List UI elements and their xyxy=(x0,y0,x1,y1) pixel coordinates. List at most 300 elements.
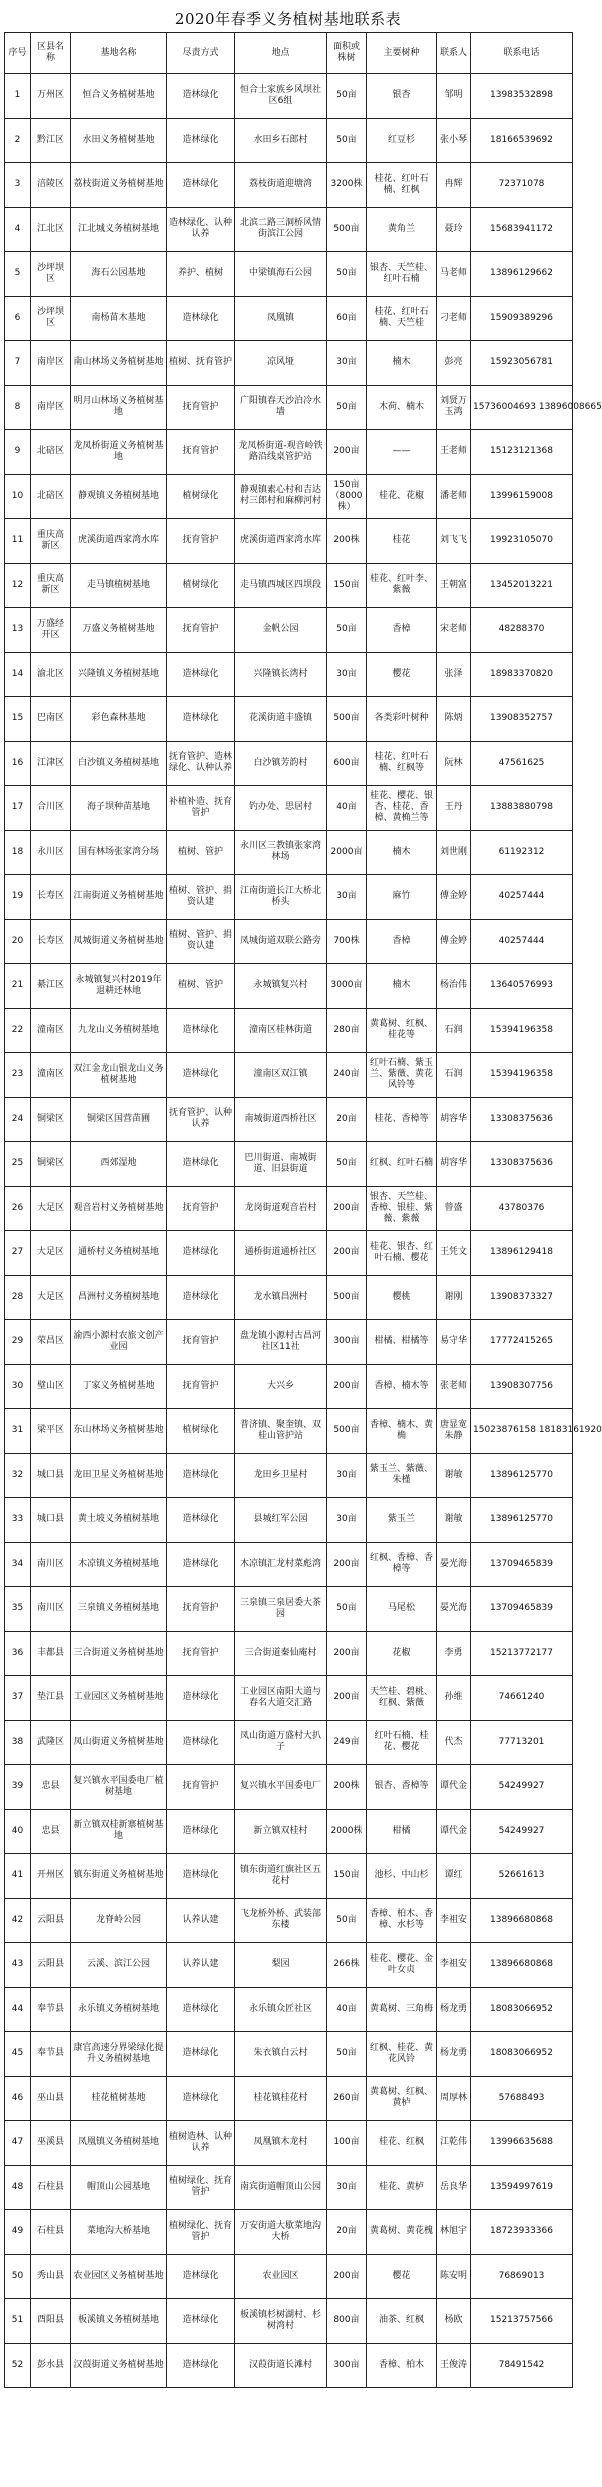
cell-base-name: 昌洲村义务植树基地 xyxy=(71,1275,167,1320)
cell-method: 造林绿化 xyxy=(167,697,235,742)
cell-seq: 28 xyxy=(5,1275,31,1320)
table-row xyxy=(5,118,573,163)
header-district: 区县名称 xyxy=(31,33,71,74)
cell-phone: 15213772177 xyxy=(471,1631,573,1676)
cell-contact: 谢敏 xyxy=(437,1453,471,1498)
cell-location: 新立镇双桂村 xyxy=(235,1809,327,1854)
cell-district: 永川区 xyxy=(31,830,71,875)
cell-contact: 王老师 xyxy=(437,430,471,475)
cell-area: 266株 xyxy=(327,1943,367,1988)
cell-area: 300亩 xyxy=(327,1320,367,1365)
cell-method: 抚育管护 xyxy=(167,519,235,564)
cell-area: 200亩 xyxy=(327,1364,367,1409)
cell-district: 忠县 xyxy=(31,1809,71,1854)
cell-species: 红叶石楠、桂花、樱花 xyxy=(367,1720,437,1765)
cell-species: 香樟、柏木 xyxy=(367,2343,437,2388)
cell-district: 重庆高新区 xyxy=(31,519,71,564)
cell-species: 桂花、黄栌 xyxy=(367,2165,437,2210)
cell-area: 200亩 xyxy=(327,2254,367,2299)
cell-phone: 40257444 xyxy=(471,875,573,920)
cell-method: 植树造林、认种认养 xyxy=(167,2121,235,2166)
cell-location: 永城镇复兴村 xyxy=(235,964,327,1009)
cell-species: 桂花、香樟等 xyxy=(367,1097,437,1142)
table-row xyxy=(5,1676,573,1721)
table-row xyxy=(5,2121,573,2166)
cell-phone: 76869013 xyxy=(471,2254,573,2299)
cell-base-name: 龙脊岭公园 xyxy=(71,1898,167,1943)
cell-area: 30亩 xyxy=(327,1498,367,1543)
cell-method: 造林绿化 xyxy=(167,163,235,208)
cell-area: 50亩 xyxy=(327,252,367,297)
cell-area: 200亩 xyxy=(327,1676,367,1721)
cell-base-name: 木凉镇义务植树基地 xyxy=(71,1542,167,1587)
cell-contact: 张小琴 xyxy=(437,118,471,163)
cell-contact: 谢刚 xyxy=(437,1275,471,1320)
cell-base-name: 通桥村义务植树基地 xyxy=(71,1231,167,1276)
table-row xyxy=(5,1631,573,1676)
cell-seq: 26 xyxy=(5,1186,31,1231)
cell-method: 造林绿化 xyxy=(167,1142,235,1187)
cell-species: 桂花、红叶李、紫薇 xyxy=(367,563,437,608)
table-row xyxy=(5,519,573,564)
cell-district: 石柱县 xyxy=(31,2210,71,2255)
table-row xyxy=(5,1320,573,1365)
cell-location: 普济镇、聚奎镇、双桂山管护站 xyxy=(235,1409,327,1454)
cell-phone: 13896680868 xyxy=(471,1943,573,1988)
cell-contact: 杨欧 xyxy=(437,2299,471,2344)
cell-phone: 13908352757 xyxy=(471,697,573,742)
cell-phone: 19923105070 xyxy=(471,519,573,564)
cell-species: 红枫、红叶石楠 xyxy=(367,1142,437,1187)
cell-location: 江南街道长江大桥北桥头 xyxy=(235,875,327,920)
table-row xyxy=(5,1854,573,1899)
cell-area: 600亩 xyxy=(327,741,367,786)
cell-contact: 王丹 xyxy=(437,786,471,831)
cell-location: 金帆公园 xyxy=(235,608,327,653)
cell-base-name: 双江金龙山银龙山义务植树基地 xyxy=(71,1053,167,1098)
table-row xyxy=(5,1498,573,1543)
cell-base-name: 国有林场张家湾分场 xyxy=(71,830,167,875)
cell-seq: 15 xyxy=(5,697,31,742)
cell-location: 朱衣镇白云村 xyxy=(235,2032,327,2077)
cell-phone: 54249927 xyxy=(471,1765,573,1810)
cell-species: 红枫、香樟、香樟等 xyxy=(367,1542,437,1587)
cell-seq: 41 xyxy=(5,1854,31,1899)
cell-district: 潼南区 xyxy=(31,1053,71,1098)
cell-phone: 15909389296 xyxy=(471,296,573,341)
cell-district: 奉节县 xyxy=(31,1987,71,2032)
cell-location: 永乐镇众匠社区 xyxy=(235,1987,327,2032)
cell-base-name: 帽顶山公园基地 xyxy=(71,2165,167,2210)
cell-contact: 晏光海 xyxy=(437,1587,471,1632)
cell-contact: 王凭文 xyxy=(437,1231,471,1276)
cell-seq: 9 xyxy=(5,430,31,475)
cell-species: 黄葛树、红枫、桂花等 xyxy=(367,1008,437,1053)
cell-area: 500亩 xyxy=(327,697,367,742)
cell-area: 500亩 xyxy=(327,1409,367,1454)
cell-contact: 王俊涛 xyxy=(437,2343,471,2388)
table-row xyxy=(5,252,573,297)
cell-location: 凉风垭 xyxy=(235,341,327,386)
cell-contact: 傅金婷 xyxy=(437,875,471,920)
cell-method: 抚育管护 xyxy=(167,608,235,653)
cell-district: 大足区 xyxy=(31,1231,71,1276)
table-row xyxy=(5,1765,573,1810)
cell-base-name: 观音岩村义务植树基地 xyxy=(71,1186,167,1231)
cell-species: 樱花 xyxy=(367,652,437,697)
cell-district: 黔江区 xyxy=(31,118,71,163)
cell-method: 植树、管护、捐资认建 xyxy=(167,875,235,920)
cell-species: 黄葛树、红枫、黄栌 xyxy=(367,2076,437,2121)
cell-method: 造林绿化、认种认养 xyxy=(167,207,235,252)
cell-contact: 宋老师 xyxy=(437,608,471,653)
table-row xyxy=(5,697,573,742)
cell-base-name: 龙凤桥街道义务植树基地 xyxy=(71,430,167,475)
cell-district: 重庆高新区 xyxy=(31,563,71,608)
cell-phone: 18083066952 xyxy=(471,1987,573,2032)
table-row xyxy=(5,1542,573,1587)
cell-base-name: 永乐镇义务植树基地 xyxy=(71,1987,167,2032)
cell-location: 飞龙桥外桥、武装部东楼 xyxy=(235,1898,327,1943)
cell-seq: 24 xyxy=(5,1097,31,1142)
cell-area: 200亩 xyxy=(327,430,367,475)
cell-species: 香樟、楠木等 xyxy=(367,1364,437,1409)
cell-area: 249亩 xyxy=(327,1720,367,1765)
cell-phone: 18083066952 xyxy=(471,2032,573,2077)
page-title: 2020年春季义务植树基地联系表 xyxy=(174,10,402,28)
cell-district: 万州区 xyxy=(31,74,71,119)
cell-method: 造林绿化 xyxy=(167,1008,235,1053)
cell-area: 280亩 xyxy=(327,1008,367,1053)
cell-phone: 15123121368 xyxy=(471,430,573,475)
cell-location: 钓办处、思居村 xyxy=(235,786,327,831)
cell-species: 香樟 xyxy=(367,919,437,964)
cell-seq: 6 xyxy=(5,296,31,341)
cell-seq: 10 xyxy=(5,474,31,519)
cell-district: 璧山区 xyxy=(31,1364,71,1409)
cell-seq: 23 xyxy=(5,1053,31,1098)
cell-location: 凤城街道双联公路旁 xyxy=(235,919,327,964)
cell-district: 奉节县 xyxy=(31,2032,71,2077)
cell-area: 200亩 xyxy=(327,1186,367,1231)
cell-species: 桂花、红叶石楠、红枫等 xyxy=(367,741,437,786)
cell-phone: 13983532898 xyxy=(471,74,573,119)
table-row xyxy=(5,2165,573,2210)
cell-location: 凤山街道万盛村大扒子 xyxy=(235,1720,327,1765)
cell-contact: 潘老师 xyxy=(437,474,471,519)
cell-species: 黄葛树、黄花槐 xyxy=(367,2210,437,2255)
cell-phone: 43780376 xyxy=(471,1186,573,1231)
cell-base-name: 南山林场义务植树基地 xyxy=(71,341,167,386)
cell-location: 农业园区 xyxy=(235,2254,327,2299)
cell-district: 沙坪坝区 xyxy=(31,296,71,341)
table-body xyxy=(5,74,602,2388)
cell-seq: 38 xyxy=(5,1720,31,1765)
cell-species: 香樟、楠木、黄桷 xyxy=(367,1409,437,1454)
cell-phone: 48288370 xyxy=(471,608,573,653)
table-row xyxy=(5,474,573,519)
cell-seq: 3 xyxy=(5,163,31,208)
cell-base-name: 南杨苗木基地 xyxy=(71,296,167,341)
cell-location: 镇东街道红旗社区五花村 xyxy=(235,1854,327,1899)
cell-contact: 谭代金 xyxy=(437,1765,471,1810)
cell-species: 桂花 xyxy=(367,519,437,564)
cell-seq: 44 xyxy=(5,1987,31,2032)
cell-method: 植树绿化 xyxy=(167,563,235,608)
cell-contact: 刁老师 xyxy=(437,296,471,341)
cell-species: 楠木 xyxy=(367,341,437,386)
cell-base-name: 海石公园基地 xyxy=(71,252,167,297)
cell-species: 银杏 xyxy=(367,74,437,119)
cell-seq: 11 xyxy=(5,519,31,564)
cell-base-name: 黄土坡义务植树基地 xyxy=(71,1498,167,1543)
cell-area: 50亩 xyxy=(327,385,367,430)
cell-district: 合川区 xyxy=(31,786,71,831)
cell-area: 300亩 xyxy=(327,2343,367,2388)
cell-seq: 45 xyxy=(5,2032,31,2077)
cell-method: 造林绿化 xyxy=(167,1809,235,1854)
cell-area: 3200株 xyxy=(327,163,367,208)
cell-method: 造林绿化 xyxy=(167,1987,235,2032)
table-row xyxy=(5,341,573,386)
cell-species: 黄葛树、三角梅 xyxy=(367,1987,437,2032)
cell-area: 30亩 xyxy=(327,875,367,920)
cell-contact: 张泽 xyxy=(437,652,471,697)
cell-method: 造林绿化 xyxy=(167,1231,235,1276)
cell-species: 红豆杉 xyxy=(367,118,437,163)
cell-species: 柑橘 xyxy=(367,1809,437,1854)
cell-base-name: 水田义务植树基地 xyxy=(71,118,167,163)
cell-base-name: 虎溪街道西家湾水库 xyxy=(71,519,167,564)
table-row xyxy=(5,919,573,964)
cell-phone: 78491542 xyxy=(471,2343,573,2388)
cell-method: 造林绿化 xyxy=(167,2299,235,2344)
cell-base-name: 新立镇双桂新寨植树基地 xyxy=(71,1809,167,1854)
cell-contact: 刘飞飞 xyxy=(437,519,471,564)
cell-base-name: 彩色森林基地 xyxy=(71,697,167,742)
cell-base-name: 汉葭街道义务植树基地 xyxy=(71,2343,167,2388)
cell-area: 50亩 xyxy=(327,2032,367,2077)
table-row xyxy=(5,875,573,920)
cell-seq: 36 xyxy=(5,1631,31,1676)
cell-district: 万盛经开区 xyxy=(31,608,71,653)
cell-contact: 李祖安 xyxy=(437,1943,471,1988)
cell-district: 垫江县 xyxy=(31,1676,71,1721)
cell-phone: 13896125770 xyxy=(471,1453,573,1498)
table-row xyxy=(5,296,573,341)
cell-seq: 43 xyxy=(5,1943,31,1988)
table-row xyxy=(5,2343,573,2388)
cell-seq: 2 xyxy=(5,118,31,163)
cell-contact: 杨龙勇 xyxy=(437,2032,471,2077)
cell-seq: 4 xyxy=(5,207,31,252)
cell-seq: 39 xyxy=(5,1765,31,1810)
cell-seq: 52 xyxy=(5,2343,31,2388)
cell-method: 造林绿化 xyxy=(167,1053,235,1098)
cell-area: 30亩 xyxy=(327,341,367,386)
cell-location: 中梁镇海石公园 xyxy=(235,252,327,297)
table-row xyxy=(5,608,573,653)
cell-location: 三泉镇三泉居委大茶园 xyxy=(235,1587,327,1632)
cell-location: 桂花镇桂花村 xyxy=(235,2076,327,2121)
cell-method: 植树绿化 xyxy=(167,474,235,519)
cell-phone: 13308375636 xyxy=(471,1097,573,1142)
cell-species: 红枫、桂花、黄花风铃 xyxy=(367,2032,437,2077)
cell-contact: 邹明 xyxy=(437,74,471,119)
cell-area: 40亩 xyxy=(327,1987,367,2032)
cell-phone: 61192312 xyxy=(471,830,573,875)
header-method: 尽责方式 xyxy=(167,33,235,74)
cell-species: 天竺桂、碧桃、红枫、紫薇 xyxy=(367,1676,437,1721)
cell-contact: 王朝富 xyxy=(437,563,471,608)
table-row xyxy=(5,207,573,252)
cell-contact: 彭亮 xyxy=(437,341,471,386)
cell-phone: 77713201 xyxy=(471,1720,573,1765)
table-row xyxy=(5,74,573,119)
cell-area: 240亩 xyxy=(327,1053,367,1098)
cell-phone: 13709465839 xyxy=(471,1587,573,1632)
cell-phone: 13896129662 xyxy=(471,252,573,297)
cell-species: 银杏、天竺桂、红叶石楠 xyxy=(367,252,437,297)
cell-phone: 18166539692 xyxy=(471,118,573,163)
cell-phone: 13896680868 xyxy=(471,1898,573,1943)
table-row xyxy=(5,786,573,831)
cell-contact: 晏光海 xyxy=(437,1542,471,1587)
cell-district: 铜梁区 xyxy=(31,1142,71,1187)
cell-location: 凤凰镇木龙村 xyxy=(235,2121,327,2166)
cell-species: 麻竹 xyxy=(367,875,437,920)
cell-method: 造林绿化 xyxy=(167,2254,235,2299)
cell-location: 县城红军公园 xyxy=(235,1498,327,1543)
cell-method: 抚育管护 xyxy=(167,1186,235,1231)
cell-district: 巫山县 xyxy=(31,2076,71,2121)
cell-method: 造林绿化 xyxy=(167,1854,235,1899)
table-row xyxy=(5,1453,573,1498)
cell-district: 忠县 xyxy=(31,1765,71,1810)
cell-contact: 孙维 xyxy=(437,1676,471,1721)
cell-contact: 石润 xyxy=(437,1053,471,1098)
table-row xyxy=(5,1275,573,1320)
cell-location: 板溪镇杉树湖村、杉树湾村 xyxy=(235,2299,327,2344)
cell-area: 60亩 xyxy=(327,296,367,341)
cell-method: 植树绿化、抚育管护 xyxy=(167,2165,235,2210)
cell-method: 造林绿化 xyxy=(167,1275,235,1320)
cell-base-name: 工业园区义务植树基地 xyxy=(71,1676,167,1721)
cell-method: 造林绿化 xyxy=(167,1676,235,1721)
cell-location: 龙岗街道观音岩村 xyxy=(235,1186,327,1231)
cell-contact: 谭代金 xyxy=(437,1809,471,1854)
cell-contact: 易守华 xyxy=(437,1320,471,1365)
cell-base-name: 凤凰镇义务植树基地 xyxy=(71,2121,167,2166)
cell-base-name: 康官高速分界梁绿化提升义务植树基地 xyxy=(71,2032,167,2077)
cell-base-name: 走马镇植树基地 xyxy=(71,563,167,608)
table-row xyxy=(5,2032,573,2077)
cell-species: 花椒 xyxy=(367,1631,437,1676)
cell-district: 巫溪县 xyxy=(31,2121,71,2166)
cell-method: 造林绿化 xyxy=(167,1498,235,1543)
cell-district: 綦江区 xyxy=(31,964,71,1009)
cell-base-name: 三泉镇义务植树基地 xyxy=(71,1587,167,1632)
header-seq: 序号 xyxy=(5,33,31,74)
cell-location: 巴川街道、南城街道、旧县街道 xyxy=(235,1142,327,1187)
cell-district: 酉阳县 xyxy=(31,2299,71,2344)
cell-area: 700株 xyxy=(327,919,367,964)
cell-seq: 49 xyxy=(5,2210,31,2255)
cell-contact: 代杰 xyxy=(437,1720,471,1765)
table-row xyxy=(5,1587,573,1632)
header-species: 主要树种 xyxy=(367,33,437,74)
cell-phone: 15923056781 xyxy=(471,341,573,386)
table-row xyxy=(5,2299,573,2344)
cell-base-name: 云溪、滨江公园 xyxy=(71,1943,167,1988)
cell-district: 长寿区 xyxy=(31,875,71,920)
cell-species: 桂花、樱花、金叶女贞 xyxy=(367,1943,437,1988)
table-row xyxy=(5,1898,573,1943)
table-row xyxy=(5,2254,573,2299)
cell-species: 池杉、中山杉 xyxy=(367,1854,437,1899)
cell-species: 桂花、樱花、银杏、桂花、香樟、黄桷兰等 xyxy=(367,786,437,831)
cell-base-name: 三合街道义务植树基地 xyxy=(71,1631,167,1676)
cell-phone: 15736004693 13896008665 xyxy=(471,385,573,430)
cell-seq: 20 xyxy=(5,919,31,964)
cell-method: 抚育管护 xyxy=(167,1587,235,1632)
table-header-row xyxy=(5,33,573,74)
cell-phone: 13452013221 xyxy=(471,563,573,608)
cell-district: 荣昌区 xyxy=(31,1320,71,1365)
cell-district: 南岸区 xyxy=(31,341,71,386)
cell-species: 桂花、花椒 xyxy=(367,474,437,519)
cell-species: 木荷、楠木 xyxy=(367,385,437,430)
cell-contact: 李勇 xyxy=(437,1631,471,1676)
cell-species: 银杏、香樟等 xyxy=(367,1765,437,1810)
cell-species: 紫玉兰 xyxy=(367,1498,437,1543)
cell-base-name: 复兴镇水平国委电厂植树基地 xyxy=(71,1765,167,1810)
cell-area: 20亩 xyxy=(327,2210,367,2255)
cell-species: 香樟、柏木、香樟、水杉等 xyxy=(367,1898,437,1943)
header-base-name: 基地名称 xyxy=(71,33,167,74)
cell-location: 龙凤桥街道-观音岭铁路沿线桌管护站 xyxy=(235,430,327,475)
cell-district: 江北区 xyxy=(31,207,71,252)
cell-method: 造林绿化 xyxy=(167,1542,235,1587)
cell-seq: 30 xyxy=(5,1364,31,1409)
cell-base-name: 永城镇复兴村2019年退耕还林地 xyxy=(71,964,167,1009)
cell-seq: 51 xyxy=(5,2299,31,2344)
cell-district: 彭水县 xyxy=(31,2343,71,2388)
cell-contact: 林旭宇 xyxy=(437,2210,471,2255)
cell-district: 石柱县 xyxy=(31,2165,71,2210)
table-row xyxy=(5,1987,573,2032)
cell-seq: 34 xyxy=(5,1542,31,1587)
cell-phone: 40257444 xyxy=(471,919,573,964)
cell-method: 造林绿化 xyxy=(167,2032,235,2077)
cell-area: 800亩 xyxy=(327,2299,367,2344)
cell-method: 造林绿化 xyxy=(167,652,235,697)
cell-method: 植树、抚育管护 xyxy=(167,341,235,386)
cell-method: 植树、管护、捐资认建 xyxy=(167,919,235,964)
cell-base-name: 恒合义务植树基地 xyxy=(71,74,167,119)
cell-base-name: 桂花植树基地 xyxy=(71,2076,167,2121)
cell-phone: 13996635688 xyxy=(471,2121,573,2166)
cell-species: 银杏、天竺桂、香樟、银桂、紫薇、紫薇 xyxy=(367,1186,437,1231)
cell-contact: 胡容华 xyxy=(437,1097,471,1142)
cell-district: 潼南区 xyxy=(31,1008,71,1053)
cell-species: 樱花 xyxy=(367,2254,437,2299)
table-row xyxy=(5,1231,573,1276)
cell-contact: 杨龙勇 xyxy=(437,1987,471,2032)
cell-species: 楠木 xyxy=(367,964,437,1009)
cell-phone: 74661240 xyxy=(471,1676,573,1721)
cell-species: 桂花、银杏、红叶石楠、樱花 xyxy=(367,1231,437,1276)
